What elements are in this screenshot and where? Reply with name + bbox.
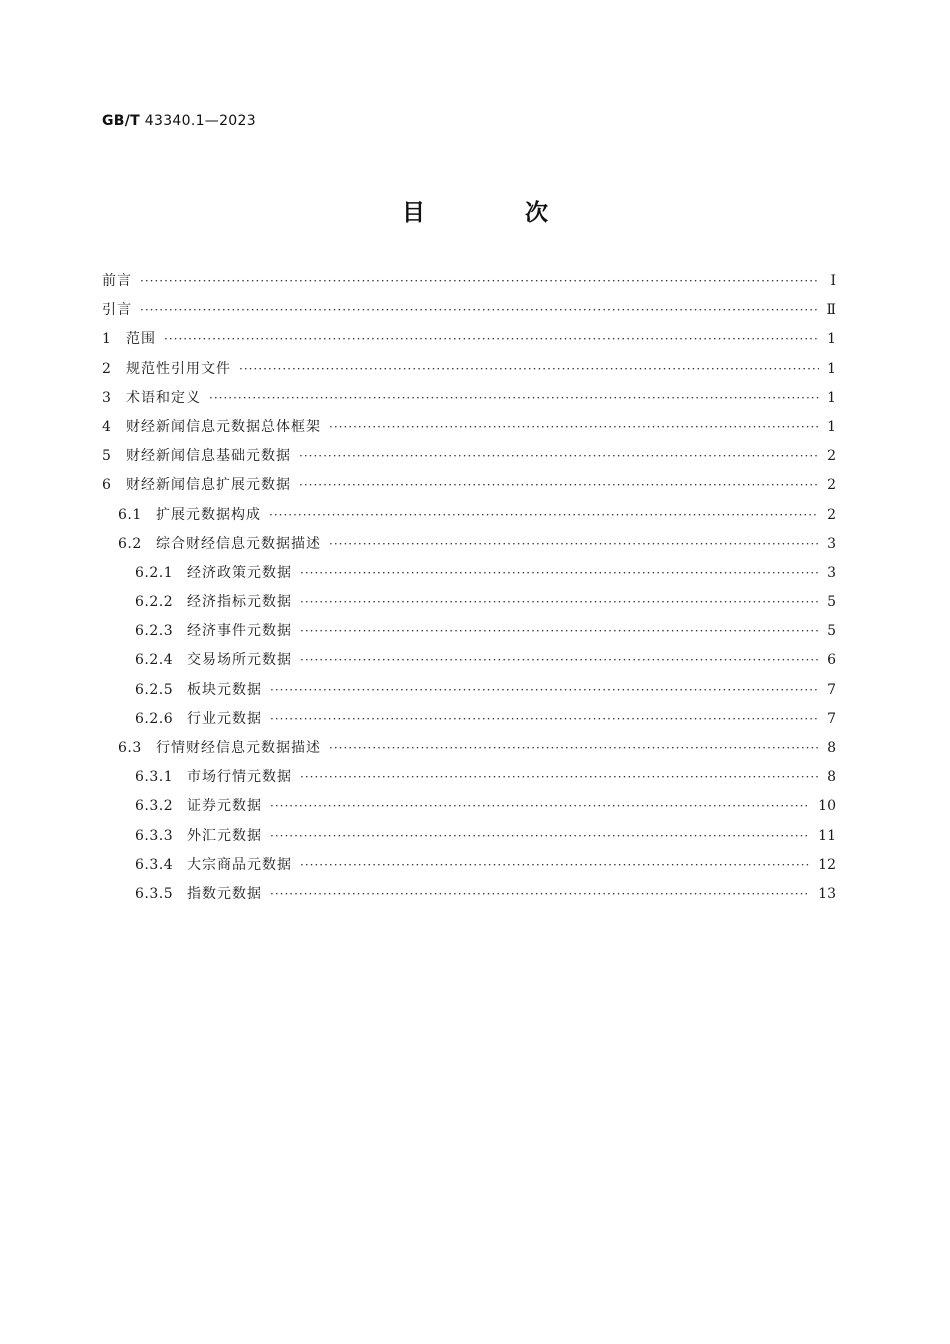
- toc-entry[interactable]: [102, 416, 836, 445]
- toc-entry-label: 规范性引用文件: [126, 360, 231, 377]
- dot-leader: [209, 391, 819, 405]
- dot-leader: [329, 741, 819, 755]
- toc-entry-number: 6.3.4: [135, 856, 174, 873]
- toc-entry-number: 6.2.1: [135, 564, 174, 581]
- toc-entry-number: 4: [102, 418, 112, 435]
- toc-entry-number: 6.2.6: [135, 710, 174, 727]
- page-title: 目 次: [401, 200, 594, 226]
- toc-entry-label: 证券元数据: [187, 798, 262, 815]
- toc-entry-page: 13: [818, 885, 836, 902]
- toc-entry[interactable]: [102, 533, 836, 562]
- toc-entry-label: 范围: [126, 331, 156, 348]
- toc-entry[interactable]: [102, 445, 836, 474]
- toc-entry-page: 2: [827, 477, 836, 494]
- toc-entry-label: 引言: [102, 302, 132, 319]
- toc-entry-number: 6.2: [118, 535, 142, 552]
- dot-leader: [270, 683, 819, 697]
- toc-entry[interactable]: [102, 883, 836, 912]
- dot-leader: [299, 449, 819, 463]
- toc-entry[interactable]: [102, 358, 836, 387]
- toc-entry-page: 1: [827, 331, 836, 348]
- table-of-contents: [102, 270, 836, 912]
- toc-entry-number: 2: [102, 360, 112, 377]
- toc-entry-number: 6: [102, 477, 112, 494]
- dot-leader: [270, 712, 819, 726]
- toc-entry[interactable]: [102, 562, 836, 591]
- toc-entry-number: 5: [102, 448, 112, 465]
- toc-entry-label: 经济指标元数据: [187, 594, 292, 611]
- toc-entry[interactable]: [102, 474, 836, 503]
- toc-entry-label: 经济事件元数据: [187, 623, 292, 640]
- toc-entry-label: 外汇元数据: [187, 827, 262, 844]
- toc-entry-page: 5: [827, 594, 836, 611]
- dot-leader: [300, 653, 819, 667]
- dot-leader: [140, 303, 818, 317]
- toc-entry[interactable]: [102, 620, 836, 649]
- toc-entry[interactable]: [102, 649, 836, 678]
- toc-entry[interactable]: [102, 299, 836, 328]
- toc-entry-number: 6.2.5: [135, 681, 174, 698]
- toc-entry-page: 2: [827, 448, 836, 465]
- dot-leader: [270, 829, 810, 843]
- dot-leader: [300, 770, 819, 784]
- standard-code: 43340.1—2023: [144, 113, 256, 129]
- toc-entry-label: 行情财经信息元数据描述: [156, 740, 321, 756]
- toc-entry-number: 6.2.2: [135, 594, 174, 611]
- toc-entry-page: 1: [827, 418, 836, 435]
- toc-entry-number: 6.3: [118, 740, 142, 756]
- toc-entry-page: 3: [827, 564, 836, 581]
- toc-entry-label: 行业元数据: [187, 710, 262, 727]
- toc-entry-label: 指数元数据: [187, 885, 262, 902]
- toc-entry-label: 经济政策元数据: [187, 564, 292, 581]
- toc-entry-label: 财经新闻信息元数据总体框架: [126, 418, 321, 435]
- toc-entry[interactable]: [102, 328, 836, 357]
- dot-leader: [329, 420, 819, 434]
- toc-entry-label: 交易场所元数据: [187, 652, 292, 669]
- toc-entry[interactable]: [102, 795, 836, 824]
- toc-entry-number: 6.3.1: [135, 769, 174, 786]
- toc-entry-label: 财经新闻信息基础元数据: [126, 448, 291, 465]
- toc-entry-page: 5: [827, 623, 836, 640]
- toc-entry[interactable]: [102, 708, 836, 737]
- dot-leader: [270, 799, 810, 813]
- toc-entry-label: 扩展元数据构成: [156, 506, 261, 523]
- toc-entry-page: 3: [827, 535, 836, 552]
- toc-entry-number: 6.3.5: [135, 885, 174, 902]
- toc-entry-page: 12: [818, 856, 836, 873]
- dot-leader: [269, 508, 819, 522]
- toc-entry-number: 6.1: [118, 506, 142, 523]
- toc-entry-number: 6.2.3: [135, 623, 174, 640]
- toc-entry-page: 11: [818, 827, 836, 844]
- dot-leader: [329, 537, 819, 551]
- toc-entry-page: 7: [827, 681, 836, 698]
- toc-entry-page: Ⅱ: [826, 302, 836, 319]
- toc-entry-number: 1: [102, 331, 112, 348]
- dot-leader: [300, 858, 810, 872]
- dot-leader: [300, 595, 819, 609]
- toc-entry[interactable]: [102, 504, 836, 533]
- toc-entry-label: 大宗商品元数据: [187, 856, 292, 873]
- toc-entry-page: 10: [818, 798, 836, 815]
- dot-leader: [300, 624, 819, 638]
- toc-entry-label: 市场行情元数据: [187, 769, 292, 786]
- toc-entry[interactable]: [102, 387, 836, 416]
- toc-entry-page: 1: [827, 360, 836, 377]
- toc-entry-number: 6.3.3: [135, 827, 174, 844]
- toc-entry-label: 综合财经信息元数据描述: [156, 535, 321, 552]
- standard-number: [102, 113, 256, 129]
- toc-entry[interactable]: [102, 270, 836, 299]
- toc-entry-page: 8: [827, 769, 836, 786]
- toc-entry-page: 8: [827, 740, 836, 756]
- toc-entry-page: 2: [827, 506, 836, 523]
- toc-entry-label: 板块元数据: [187, 681, 262, 698]
- toc-entry-page: Ⅰ: [830, 273, 836, 289]
- toc-entry-page: 6: [827, 652, 836, 669]
- toc-entry-label: 前言: [102, 273, 132, 289]
- toc-entry-number: 3: [102, 389, 112, 406]
- toc-entry-page: 7: [827, 710, 836, 727]
- dot-leader: [299, 478, 819, 492]
- toc-entry-page: 1: [827, 389, 836, 406]
- toc-entry-number: 6.2.4: [135, 652, 174, 669]
- dot-leader: [239, 362, 819, 376]
- toc-entry[interactable]: [102, 854, 836, 883]
- dot-leader: [270, 887, 810, 901]
- dot-leader: [140, 274, 820, 288]
- dot-leader: [164, 332, 819, 346]
- standard-prefix: GB/T: [102, 113, 141, 129]
- toc-entry[interactable]: [102, 766, 836, 795]
- dot-leader: [300, 566, 819, 580]
- toc-entry-number: 6.3.2: [135, 798, 174, 815]
- toc-entry[interactable]: [102, 825, 836, 854]
- toc-entry-label: 财经新闻信息扩展元数据: [126, 477, 291, 494]
- toc-entry[interactable]: [102, 679, 836, 708]
- toc-entry-label: 术语和定义: [126, 389, 201, 406]
- toc-entry[interactable]: [102, 737, 836, 766]
- toc-entry[interactable]: [102, 591, 836, 620]
